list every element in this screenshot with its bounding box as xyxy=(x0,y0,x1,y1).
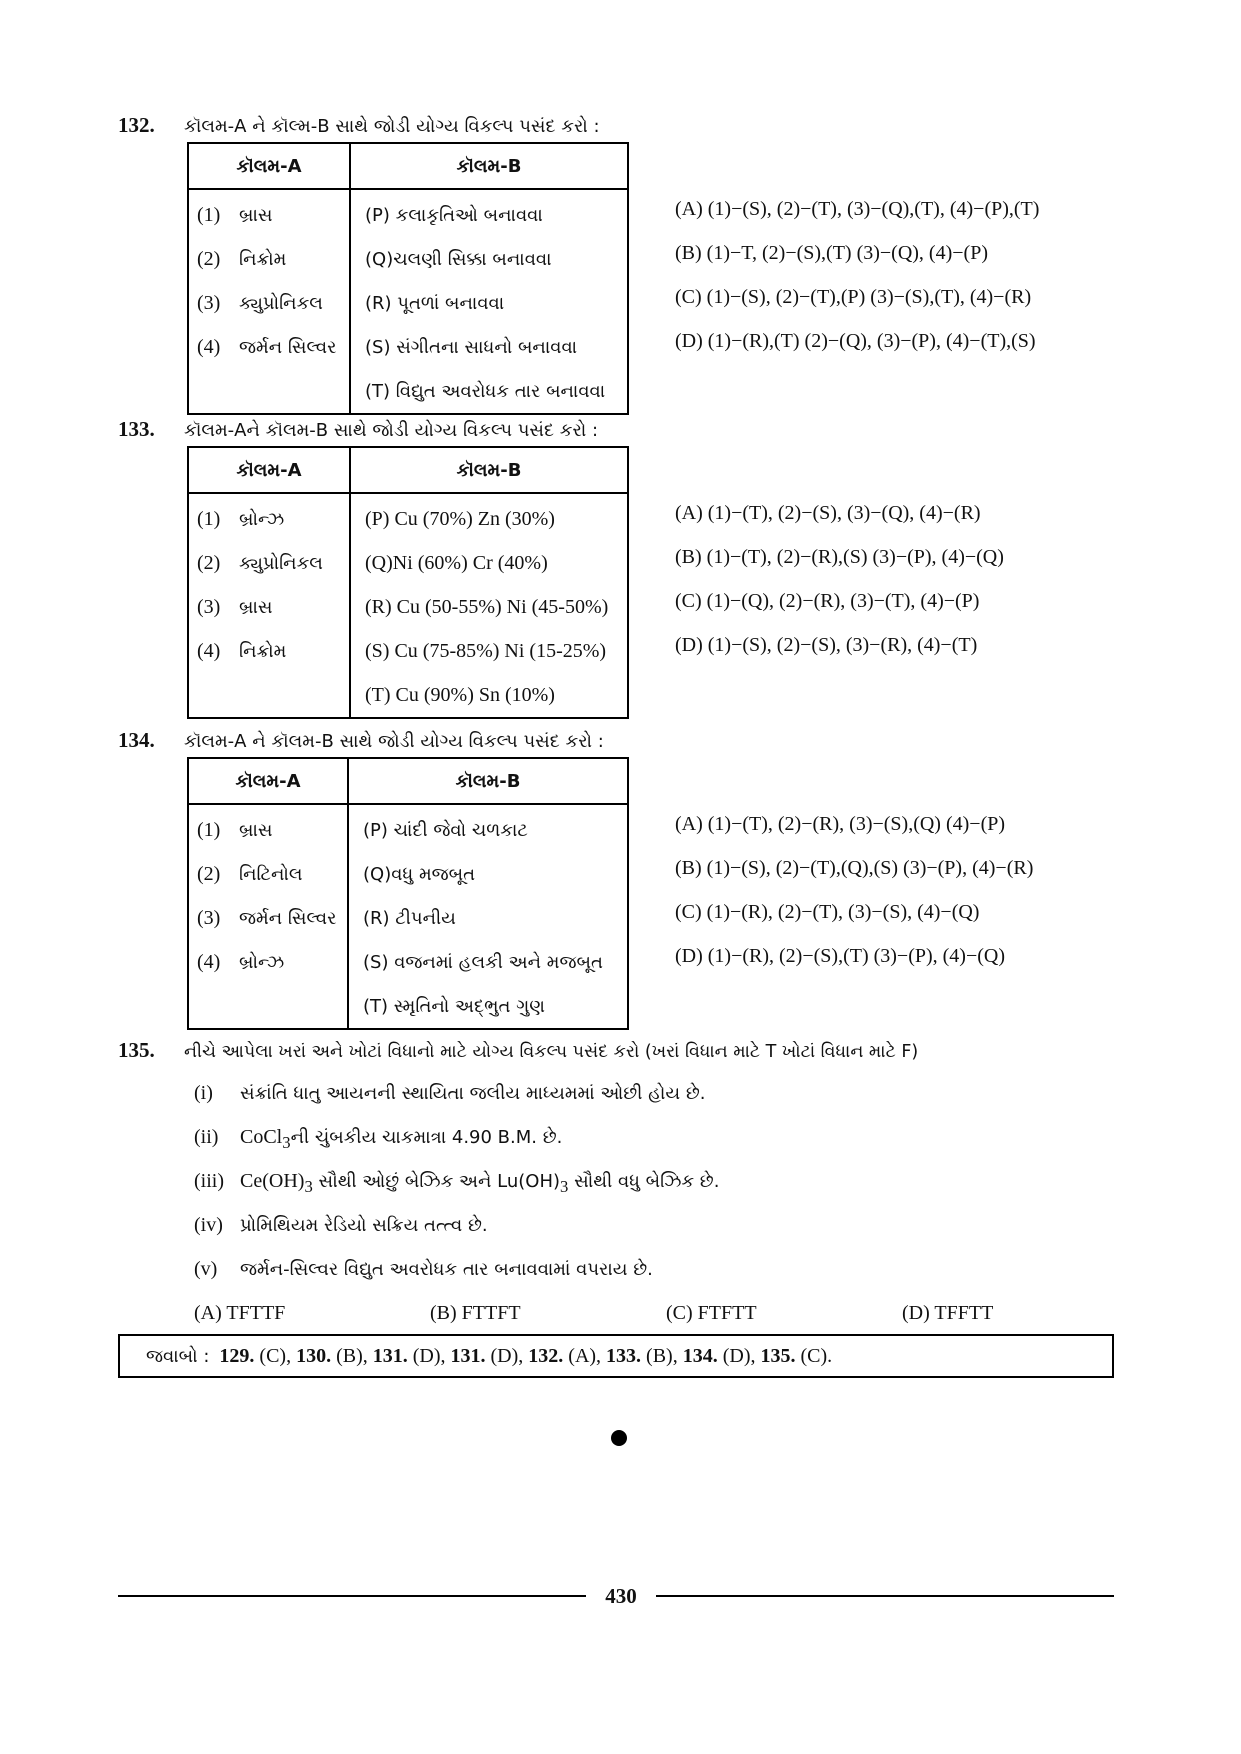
table-row xyxy=(188,325,628,369)
statement xyxy=(194,1071,918,1115)
statement xyxy=(194,1203,918,1247)
column-a-item: બ્રોન્ઝ xyxy=(239,508,285,530)
column-b-item: (T) Cu (90%) Sn (10%) xyxy=(350,673,628,718)
column-b-item: (R) પૂતળાં બનાવવા xyxy=(350,281,628,325)
option-b[interactable]: (B) (1)−(T), (2)−(R),(S) (3)−(P), (4)−(Q) xyxy=(675,546,1004,568)
statement-text: પ્રોમિથિયમ રેડિયો સક્રિય તત્ત્વ છે. xyxy=(240,1215,488,1236)
choice-a[interactable]: (A) TFTTF xyxy=(194,1302,286,1324)
item-number: (4) xyxy=(197,335,221,358)
column-b-item: (Q)ચલણી સિક્કા બનાવવા xyxy=(350,237,628,281)
statement xyxy=(194,1159,918,1203)
statement-list xyxy=(194,1071,918,1291)
answer-options xyxy=(675,186,1039,362)
question-number: 132. xyxy=(118,113,155,137)
statement-text: સૌથી ઓછું બેઝિક અને Lu(OH) xyxy=(312,1171,561,1192)
choice-b[interactable]: (B) FTTFT xyxy=(430,1302,521,1324)
column-a-item: જર્મન સિલ્વર xyxy=(239,907,337,929)
table-row xyxy=(188,852,628,896)
question-135 xyxy=(118,1035,994,1335)
answer-q: 134. xyxy=(682,1345,718,1367)
table-row xyxy=(188,189,628,237)
option-c[interactable]: (C) (1)−(S), (2)−(T),(P) (3)−(S),(T), (4)−(R) xyxy=(675,286,1032,308)
question-header xyxy=(118,414,629,444)
table-row xyxy=(188,896,628,940)
column-a-item: ક્યુપ્રોનિકલ xyxy=(239,552,323,574)
table-row xyxy=(188,493,628,541)
question-header xyxy=(118,110,629,140)
column-a-item: જર્મન સિલ્વર xyxy=(239,336,337,358)
column-b-item: (P) ચાંદી જેવો ચળકાટ xyxy=(348,804,628,852)
column-b-item: (S) વજનમાં હલકી અને મજબૂત xyxy=(348,940,628,984)
question-text: કૉલમ-Aને કૉલમ-B સાથે જોડી યોગ્ય વિકલ્પ પસંદ કરો : xyxy=(184,420,599,441)
table-row xyxy=(188,804,628,852)
table-row xyxy=(188,984,628,1029)
subscript: 3 xyxy=(304,1177,313,1196)
question-number: 134. xyxy=(118,728,155,752)
question-133 xyxy=(118,414,1004,719)
statement-text: જર્મન-સિલ્વર વિદ્યુત અવરોધક તાર બનાવવામાં વપરાય છે. xyxy=(240,1259,653,1280)
choice-d[interactable]: (D) TFFTT xyxy=(902,1302,994,1324)
column-b-item: (T) વિદ્યુત અવરોધક તાર બનાવવા xyxy=(350,369,628,414)
subscript: 3 xyxy=(282,1133,291,1152)
answer-q: 130. xyxy=(296,1345,332,1367)
answer-a: (B) xyxy=(336,1345,363,1367)
option-a[interactable]: (A) (1)−(T), (2)−(R), (3)−(S),(Q) (4)−(P) xyxy=(675,813,1006,835)
match-table xyxy=(187,142,629,415)
option-a[interactable]: (A) (1)−(S), (2)−(T), (3)−(Q),(T), (4)−(P),(T) xyxy=(675,198,1040,220)
statement-text: ની ચુંબકીય ચાકમાત્રા 4.90 B.M. છે. xyxy=(290,1127,563,1148)
question-text: કૉલમ-A ને કૉલમ-B સાથે જોડી યોગ્ય વિકલ્પ પસંદ કરો : xyxy=(184,731,604,752)
answer-q: 131. xyxy=(450,1345,486,1367)
item-number: (2) xyxy=(197,551,221,574)
table-row xyxy=(188,369,628,414)
column-b-item: (Q)Ni (60%) Cr (40%) xyxy=(350,541,628,585)
column-a-item: બ્રાસ xyxy=(239,819,273,841)
column-a-item: નિટિનોલ xyxy=(239,863,303,885)
footer-rule-left xyxy=(118,1595,586,1597)
statement xyxy=(194,1247,918,1291)
statement-number: (iv) xyxy=(194,1214,223,1236)
column-a-item: ક્યુપ્રોનિકલ xyxy=(239,292,323,314)
answer-q: 133. xyxy=(606,1345,642,1367)
answer-a: (D) xyxy=(490,1345,519,1367)
column-b-item: (R) Cu (50-55%) Ni (45-50%) xyxy=(350,585,628,629)
answer-a: (C) xyxy=(800,1345,828,1367)
question-text: નીચે આપેલા ખરાં અને ખોટાં વિધાનો માટે યોગ્ય વિકલ્પ પસંદ કરો (ખરાં વિધાન માટે T ખોટાં વિધાન માટે F) xyxy=(184,1042,919,1062)
item-number: (3) xyxy=(197,595,221,618)
bullet-dot xyxy=(611,1430,627,1446)
column-b-item: (P) કલાકૃતિઓ બનાવવા xyxy=(350,189,628,237)
column-a-item: નિક્રોમ xyxy=(239,640,287,662)
column-a-item: નિક્રોમ xyxy=(239,248,287,270)
answer-a: (A) xyxy=(568,1345,597,1367)
answer-a: (C) xyxy=(259,1345,287,1367)
column-a-header: કૉલમ-A xyxy=(188,143,350,189)
column-a-header: કૉલમ-A xyxy=(188,758,348,804)
answer-options xyxy=(675,490,1004,666)
option-b[interactable]: (B) (1)−T, (2)−(S),(T) (3)−(Q), (4)−(P) xyxy=(675,242,988,264)
item-number: (2) xyxy=(197,247,221,270)
table-row xyxy=(188,673,628,718)
option-d[interactable]: (D) (1)−(R),(T) (2)−(Q), (3)−(P), (4)−(T),(S) xyxy=(675,330,1036,352)
match-table xyxy=(187,446,629,719)
statement-number: (ii) xyxy=(194,1126,219,1148)
item-number: (1) xyxy=(197,818,221,841)
answer-options xyxy=(675,801,1033,977)
option-c[interactable]: (C) (1)−(R), (2)−(T), (3)−(S), (4)−(Q) xyxy=(675,901,980,923)
statement-number: (i) xyxy=(194,1082,213,1104)
column-a-item: બ્રાસ xyxy=(239,204,273,226)
answer-key-label: જવાબો : xyxy=(146,1346,210,1367)
option-d[interactable]: (D) (1)−(S), (2)−(S), (3)−(R), (4)−(T) xyxy=(675,634,978,656)
table-row xyxy=(188,237,628,281)
item-number: (1) xyxy=(197,203,221,226)
item-number: (4) xyxy=(197,639,221,662)
statement-text: સંક્રાંતિ ધાતુ આયનની સ્થાયિતા જલીય માધ્યમમાં ઓછી હોય છે. xyxy=(240,1083,706,1104)
column-b-item: (P) Cu (70%) Zn (30%) xyxy=(350,493,628,541)
option-a[interactable]: (A) (1)−(T), (2)−(S), (3)−(Q), (4)−(R) xyxy=(675,502,981,524)
match-table xyxy=(187,757,629,1030)
column-a-item: બ્રોન્ઝ xyxy=(239,951,285,973)
statement-number: (v) xyxy=(194,1258,218,1280)
statement xyxy=(194,1115,918,1159)
subscript: 3 xyxy=(560,1177,569,1196)
column-b-item: (Q)વધુ મજબૂત xyxy=(348,852,628,896)
column-b-header: કૉલમ-B xyxy=(350,143,628,189)
column-b-item: (S) સંગીતના સાધનો બનાવવા xyxy=(350,325,628,369)
column-b-item: (S) Cu (75-85%) Ni (15-25%) xyxy=(350,629,628,673)
statement-number: (iii) xyxy=(194,1170,224,1192)
item-number: (3) xyxy=(197,906,221,929)
table-row xyxy=(188,585,628,629)
question-number: 135. xyxy=(118,1038,155,1062)
question-header xyxy=(118,725,629,755)
answer-a: (D) xyxy=(412,1345,441,1367)
item-number: (2) xyxy=(197,862,221,885)
answer-q: 135. xyxy=(760,1345,796,1367)
choice-c[interactable]: (C) FTFTT xyxy=(666,1302,757,1324)
table-row xyxy=(188,940,628,984)
item-number: (4) xyxy=(197,950,221,973)
question-header xyxy=(118,1035,918,1065)
option-c[interactable]: (C) (1)−(Q), (2)−(R), (3)−(T), (4)−(P) xyxy=(675,590,980,612)
question-134 xyxy=(118,725,1034,1030)
option-b[interactable]: (B) (1)−(S), (2)−(T),(Q),(S) (3)−(P), (4)−(R) xyxy=(675,857,1034,879)
table-row xyxy=(188,629,628,673)
option-d[interactable]: (D) (1)−(R), (2)−(S),(T) (3)−(P), (4)−(Q) xyxy=(675,945,1006,967)
table-row xyxy=(188,541,628,585)
answer-choices xyxy=(194,1291,994,1335)
question-text: કૉલમ-A ને કૉલ્મ-B સાથે જોડી યોગ્ય વિકલ્પ પસંદ કરો : xyxy=(184,116,600,137)
answer-q: 132. xyxy=(528,1345,564,1367)
answer-a: (B) xyxy=(646,1345,673,1367)
question-132 xyxy=(118,110,1040,415)
item-number: (3) xyxy=(197,291,221,314)
answer-q: 129. xyxy=(219,1345,255,1367)
column-a-item: બ્રાસ xyxy=(239,596,273,618)
item-number: (1) xyxy=(197,507,221,530)
footer-rule-right xyxy=(656,1595,1114,1597)
column-b-header: કૉલમ-B xyxy=(348,758,628,804)
page-number: 430 xyxy=(605,1584,637,1608)
column-b-item: (R) ટીપનીય xyxy=(348,896,628,940)
answer-a: (D) xyxy=(722,1345,751,1367)
statement-text: સૌથી વધુ બેઝિક છે. xyxy=(568,1171,720,1192)
table-row xyxy=(188,281,628,325)
column-b-item: (T) સ્મૃતિનો અદ્ભુત ગુણ xyxy=(348,984,628,1029)
column-b-header: કૉલમ-B xyxy=(350,447,628,493)
answer-key-box: જવાબો : 129. (C), 130. (B), 131. (D), 131. (D), 132. (A), 133. (B), 134. (D), 135. (C). xyxy=(118,1334,1114,1378)
formula: CoCl xyxy=(240,1126,283,1148)
column-a-header: કૉલમ-A xyxy=(188,447,350,493)
question-number: 133. xyxy=(118,417,155,441)
formula: Ce(OH) xyxy=(240,1170,305,1192)
answer-q: 131. xyxy=(372,1345,408,1367)
